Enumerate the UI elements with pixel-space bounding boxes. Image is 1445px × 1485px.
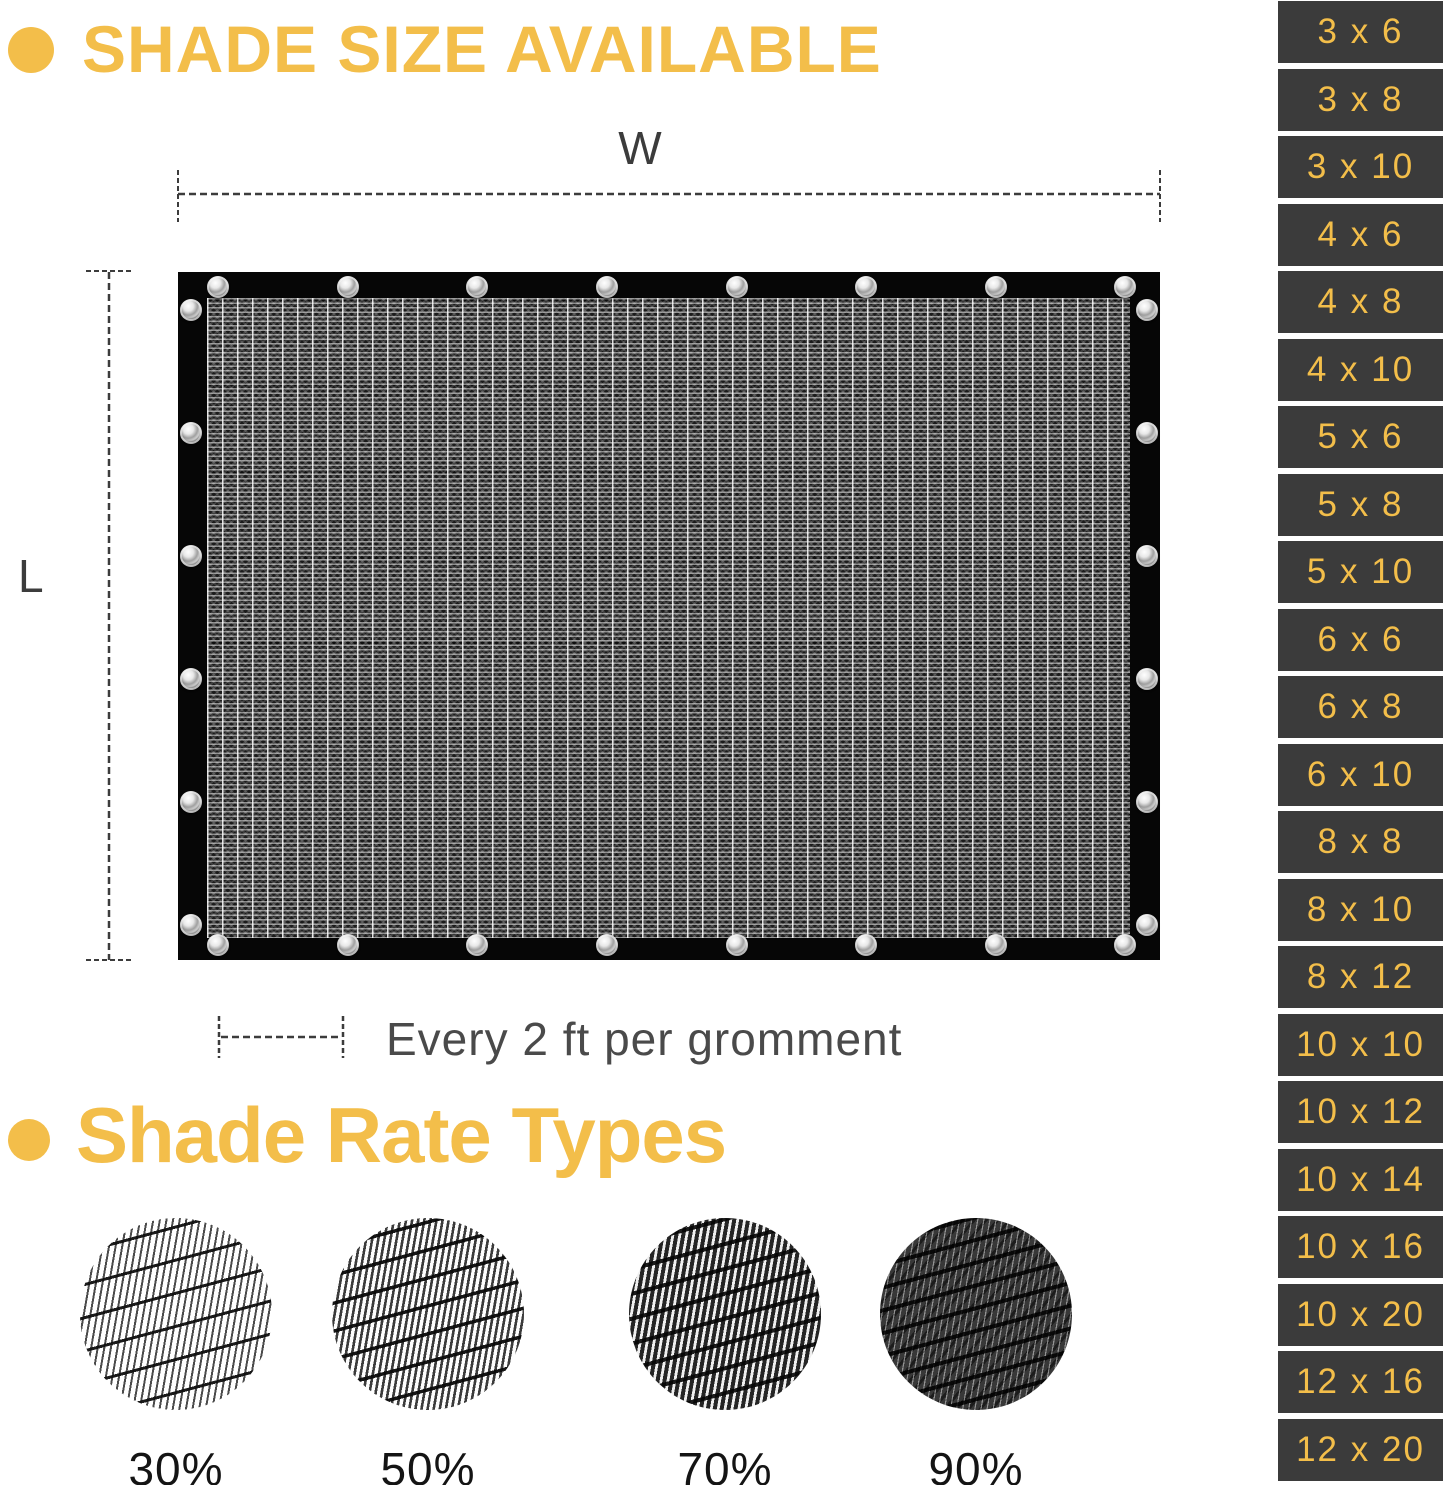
size-chip: 12 x 20: [1278, 1419, 1443, 1481]
grommet-icon: [207, 276, 229, 298]
grommet-icon: [180, 422, 202, 444]
shade-rate-sample: [80, 1218, 272, 1485]
bullet-dot-icon: [8, 1119, 50, 1161]
grommet-icon: [1136, 791, 1158, 813]
size-chip: 5 x 10: [1278, 541, 1443, 603]
shade-rate-percent: 90%: [928, 1443, 1024, 1485]
grommet-icon: [596, 276, 618, 298]
mesh-sample-70-icon: [629, 1218, 821, 1410]
size-chip: 5 x 8: [1278, 474, 1443, 536]
size-chip: 5 x 6: [1278, 406, 1443, 468]
length-dimension-label: L: [18, 550, 44, 602]
grommet-icon: [726, 934, 748, 956]
width-dimension-label: W: [618, 122, 662, 174]
size-chip: 10 x 16: [1278, 1216, 1443, 1278]
size-chip: 4 x 6: [1278, 204, 1443, 266]
size-chip: 6 x 6: [1278, 609, 1443, 671]
size-chip: 10 x 20: [1278, 1284, 1443, 1346]
rate-section-title: Shade Rate Types: [76, 1091, 727, 1179]
grommet-spacing-note: Every 2 ft per gromment: [386, 1013, 903, 1065]
shade-rate-percent: 70%: [677, 1443, 773, 1485]
size-chip: 8 x 10: [1278, 879, 1443, 941]
size-chip: 4 x 10: [1278, 339, 1443, 401]
grommet-icon: [1114, 276, 1136, 298]
grommet-icon: [207, 934, 229, 956]
grommet-icon: [180, 914, 202, 936]
mesh-sample-30-icon: [80, 1218, 272, 1410]
grommet-icon: [1136, 914, 1158, 936]
size-chip: 4 x 8: [1278, 271, 1443, 333]
grommet-icon: [1136, 299, 1158, 321]
size-chip: 10 x 10: [1278, 1014, 1443, 1076]
grommet-icon: [180, 299, 202, 321]
size-chip: 10 x 12: [1278, 1081, 1443, 1143]
size-section-title: SHADE SIZE AVAILABLE: [82, 12, 882, 86]
mesh-sample-50-icon: [332, 1218, 524, 1410]
grommet-icon: [726, 276, 748, 298]
shade-rate-percent: 50%: [380, 1443, 476, 1485]
grommet-icon: [180, 545, 202, 567]
size-chip: 8 x 12: [1278, 946, 1443, 1008]
shade-net-panel: [178, 272, 1160, 960]
grommet-icon: [1114, 934, 1136, 956]
grommet-icon: [1136, 422, 1158, 444]
size-chip: 8 x 8: [1278, 811, 1443, 873]
grommet-icon: [466, 934, 488, 956]
grommet-icon: [1136, 545, 1158, 567]
grommet-icon: [855, 276, 877, 298]
size-chip: 3 x 6: [1278, 1, 1443, 63]
size-list: [1278, 1, 1443, 1481]
grommet-icon: [985, 934, 1007, 956]
shade-rate-percent: 30%: [128, 1443, 224, 1485]
size-chip: 6 x 10: [1278, 744, 1443, 806]
shade-rate-sample: [332, 1218, 524, 1485]
grommet-icon: [985, 276, 1007, 298]
grommet-icon: [855, 934, 877, 956]
size-chip: 3 x 8: [1278, 69, 1443, 131]
bullet-dot-icon: [8, 27, 54, 73]
shade-rate-sample: [880, 1218, 1072, 1485]
size-chip: 6 x 8: [1278, 676, 1443, 738]
grommet-icon: [337, 934, 359, 956]
size-chip: 10 x 14: [1278, 1149, 1443, 1211]
grommet-icon: [337, 276, 359, 298]
mesh-sample-90-icon: [880, 1218, 1072, 1410]
shade-rate-sample: [629, 1218, 821, 1485]
grommet-icon: [596, 934, 618, 956]
mesh-texture: [207, 298, 1130, 938]
size-chip: 3 x 10: [1278, 136, 1443, 198]
grommet-icon: [466, 276, 488, 298]
size-chip: 12 x 16: [1278, 1351, 1443, 1413]
grommet-icon: [180, 791, 202, 813]
grommet-icon: [1136, 668, 1158, 690]
grommet-icon: [180, 668, 202, 690]
